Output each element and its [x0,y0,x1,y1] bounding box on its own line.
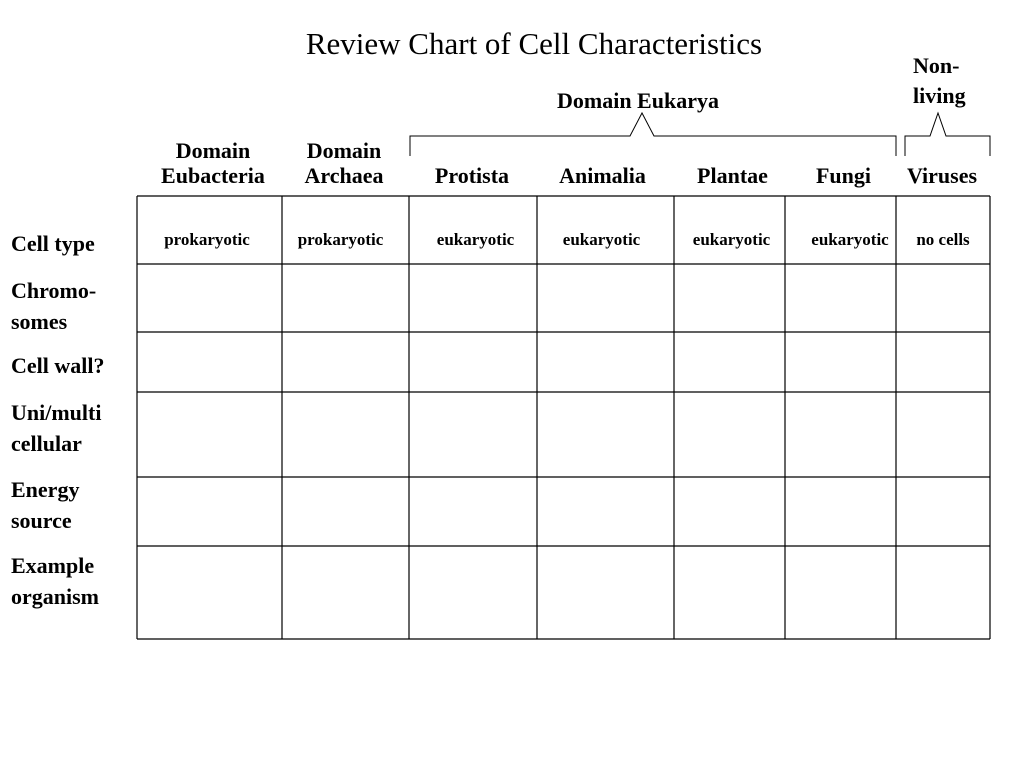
column-header-line2: Plantae [697,163,768,188]
column-header-line2: Fungi [815,163,872,188]
row-label-cell-type: Cell type [11,231,95,256]
group-label-eukarya: Domain Eukarya [557,88,719,113]
row-label-energy-source: Energy source [11,477,80,533]
column-header-fungi [785,163,902,188]
group-label-nonliving-2: living [913,83,966,108]
column-header-protista [409,163,535,188]
cell-type-fungi: eukaryotic [811,230,889,249]
row-label-chromosomes: Chromo- somes [11,278,97,334]
column-header-plantae [674,163,791,188]
row-label-example-organism: Example organism [11,553,99,609]
group-label-nonliving-1: Non- [913,53,960,78]
column-header-viruses [896,163,988,188]
column-header-line2: Animalia [559,163,646,188]
nonliving-bracket [905,113,990,156]
cell-type-plantae: eukaryotic [692,230,771,249]
column-header-line2: Eubacteria [161,163,265,188]
row-label-cell-wall: Cell wall? [11,353,105,378]
column-header-line1: Domain [306,138,382,163]
cell-type-archaea: prokaryotic [297,230,384,249]
table-lines [137,196,990,639]
page-title: Review Chart of Cell Characteristics [305,26,763,61]
column-header-line2: Protista [434,163,510,188]
row-label-uni-multi: Uni/multi cellular [11,400,102,456]
cell-type-protista: eukaryotic [436,230,515,249]
cell-type-eubacteria: prokaryotic [164,230,250,249]
cell-type-viruses: no cells [916,230,970,249]
column-header-line2: Viruses [906,163,978,188]
eukarya-bracket [410,113,896,156]
column-header-line2: Archaea [304,163,384,188]
column-header-line1: Domain [175,138,251,163]
column-header-archaea [282,138,406,188]
column-header-eubacteria [143,138,283,188]
column-header-animalia [537,163,668,188]
cell-type-animalia: eukaryotic [562,230,641,249]
